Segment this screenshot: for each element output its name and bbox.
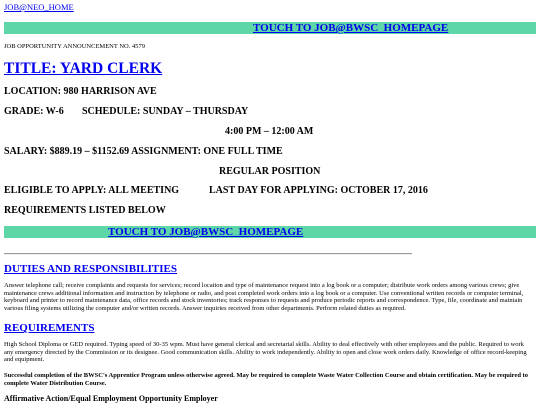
position-line: REGULAR POSITION (219, 166, 321, 177)
duties-heading-link[interactable]: DUTIES AND RESPONSIBILITIES (4, 263, 178, 275)
touch-homepage-link-top[interactable]: TOUCH TO JOB@BWSC_HOMEPAGE (253, 22, 449, 34)
announcement-number: JOB OPPORTUNITY ANNOUNCEMENT NO. 4579 (4, 43, 145, 50)
touch-homepage-bar-top (4, 22, 536, 34)
salary-assignment-line: SALARY: $889.19 – $1152.69 ASSIGNMENT: ONE FULL TIME (4, 146, 283, 157)
eeo-footer: Affirmative Action/Equal Employment Opportunity Employer (4, 394, 218, 403)
last-day-line: LAST DAY FOR APPLYING: OCTOBER 17, 2016 (209, 185, 428, 196)
touch-homepage-bar-bottom (4, 226, 536, 238)
requirements-bold-paragraph: Successful completion of the BWSC's Apprentice Program unless otherwise agreed. May be required to complete Waste Water Collection Course and obtain certification. May be required to complete Water Distribution Course. (4, 372, 528, 387)
touch-homepage-link-bottom[interactable]: TOUCH TO JOB@BWSC_HOMEPAGE (108, 226, 304, 238)
home-link[interactable]: JOB@NEO_HOME (4, 2, 74, 12)
requirements-note-line: REQUIREMENTS LISTED BELOW (4, 205, 166, 216)
schedule-line: SCHEDULE: SUNDAY – THURSDAY (82, 106, 249, 117)
horizontal-divider (4, 253, 412, 255)
requirements-heading-link[interactable]: REQUIREMENTS (4, 322, 95, 334)
grade-line: GRADE: W-6 (4, 106, 64, 117)
hours-line: 4:00 PM – 12:00 AM (225, 126, 314, 137)
eligible-line: ELIGIBLE TO APPLY: ALL MEETING (4, 185, 180, 196)
requirements-paragraph: High School Diploma or GED required. Typing speed of 30-35 wpm. Must have general clerical and secretarial skills. Ability to deal effectively with other employees and the public. Required to work any emergency directed by the Commission or its designee. Good communication skills. Ability to work independently. Ability to open and close work orders daily. Knowledge of office record-keeping and equipment. (4, 341, 527, 364)
job-title-link[interactable]: TITLE: YARD CLERK (4, 60, 163, 77)
location-line: LOCATION: 980 HARRISON AVE (4, 86, 157, 97)
duties-paragraph: Answer telephone call; receive complaints and requests for services; record location and type of maintenance request into a log book or a computer; distribute work orders among various crews; give maintenance crews additional information and instruction by telephone or radio, and post completed work orders into a log book or a computer. Use conventional written records or computer terminal, keyboard and printer to record maintenance data, office records and stock inventories; track responses to requests and produce periodic reports and correspondence. Type, file, coordinate and maintain various filing systems utilizing the computer and/or written records. Answer inquiries received from other departments. Perform related duties as required. (4, 282, 524, 312)
